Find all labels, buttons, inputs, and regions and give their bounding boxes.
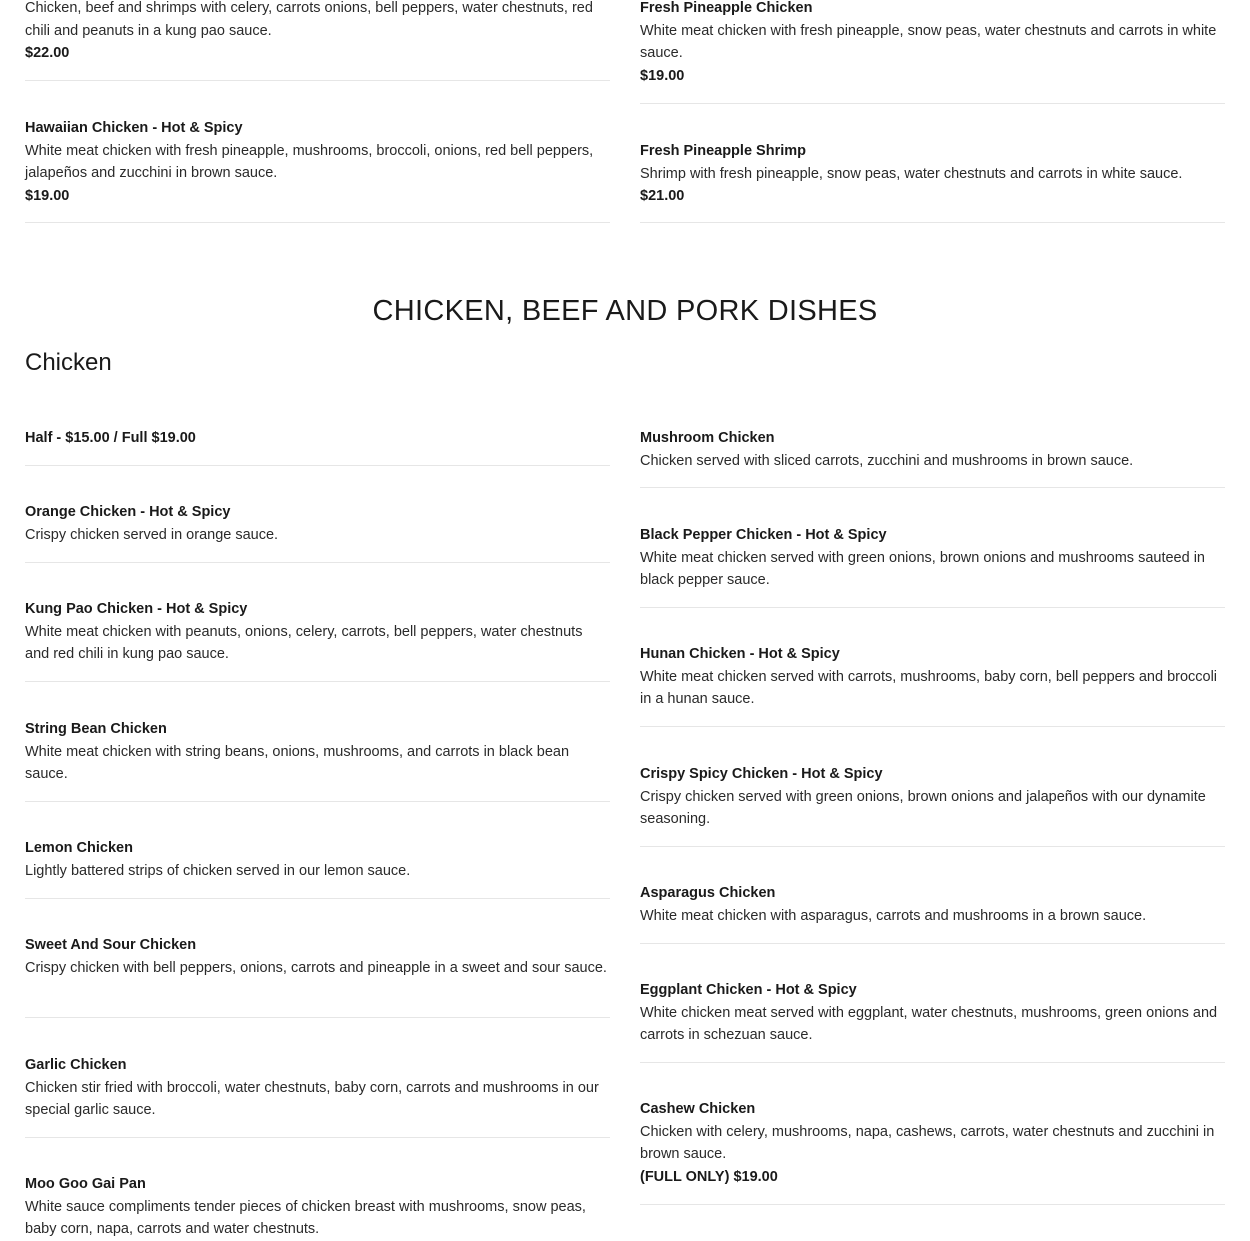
divider xyxy=(25,801,610,802)
menu-item-name: Hunan Chicken - Hot & Spicy xyxy=(640,646,840,662)
menu-item-description: Lightly battered strips of chicken served in our lemon sauce. xyxy=(25,862,411,879)
menu-item-name: Asparagus Chicken xyxy=(640,885,776,901)
menu-item-name: Hawaiian Chicken - Hot & Spicy xyxy=(25,120,243,136)
menu-item-mushroom-chicken[interactable] xyxy=(640,427,1225,472)
menu-item-description: White meat chicken with peanuts, onions, celery, carrots, bell peppers, water chestnuts and red chili in kung pao sauce. xyxy=(25,623,583,662)
menu-item-price: (FULL ONLY) $19.00 xyxy=(640,1168,778,1185)
menu-item-description: Chicken with celery, mushrooms, napa, cashews, carrots, water chestnuts and zucchini in brown sauce. xyxy=(640,1123,1215,1162)
menu-item-name: Garlic Chicken xyxy=(25,1057,127,1073)
menu-item-name: Lemon Chicken xyxy=(25,840,133,856)
menu-item-price: $19.00 xyxy=(25,187,70,204)
menu-item-sweet-and-sour-chicken[interactable] xyxy=(25,934,610,979)
divider xyxy=(25,465,610,466)
menu-item-name: Fresh Pineapple Chicken xyxy=(640,0,813,16)
divider xyxy=(640,103,1225,104)
menu-item-description: White meat chicken served with carrots, mushrooms, baby corn, bell peppers and broccoli in a hunan sauce. xyxy=(640,668,1218,707)
divider xyxy=(640,726,1225,727)
menu-item-name: Cashew Chicken xyxy=(640,1101,756,1117)
divider xyxy=(640,943,1225,944)
menu-item-price: $21.00 xyxy=(640,188,685,204)
menu-item-description: Crispy chicken served with green onions, brown onions and jalapeños with our dynamite seasoning. xyxy=(640,788,1206,827)
menu-item-eggplant-chicken[interactable] xyxy=(640,979,1225,1047)
divider xyxy=(640,487,1225,488)
menu-item-description: White meat chicken with asparagus, carrots and mushrooms in a brown sauce. xyxy=(640,907,1147,924)
divider xyxy=(640,607,1225,608)
menu-item-description: White sauce compliments tender pieces of chicken breast with mushrooms, snow peas, baby corn, napa, carrots and water chestnuts. xyxy=(25,1198,586,1237)
menu-item-name: Crispy Spicy Chicken - Hot & Spicy xyxy=(640,766,883,782)
menu-item-description: Crispy chicken served in orange sauce. xyxy=(25,526,279,543)
menu-item-price: $22.00 xyxy=(25,45,70,61)
menu-item-string-bean-chicken[interactable] xyxy=(25,718,610,786)
divider xyxy=(25,1017,610,1018)
divider xyxy=(640,1204,1225,1205)
menu-item-name: Orange Chicken - Hot & Spicy xyxy=(25,504,231,520)
menu-item-description: White chicken meat served with eggplant, water chestnuts, mushrooms, green onions and carrots in schezuan sauce. xyxy=(640,1004,1218,1043)
menu-item-description: White meat chicken with fresh pineapple, snow peas, water chestnuts and carrots in white sauce. xyxy=(640,22,1217,61)
menu-item-name: Sweet And Sour Chicken xyxy=(25,937,197,953)
menu-item-kung-pao-chicken[interactable] xyxy=(25,598,610,666)
menu-item-name: String Bean Chicken xyxy=(25,721,167,737)
menu-item-orange-chicken[interactable] xyxy=(25,501,610,546)
menu-item-description: Shrimp with fresh pineapple, snow peas, water chestnuts and carrots in white sauce. xyxy=(640,165,1183,182)
menu-item-description: Chicken, beef and shrimps with celery, carrots onions, bell peppers, water chestnuts, red chili and peanuts in a kung pao sauce. xyxy=(25,0,593,39)
divider xyxy=(25,80,610,81)
menu-item-garlic-chicken[interactable] xyxy=(25,1054,610,1122)
menu-item-description: Crispy chicken with bell peppers, onions, carrots and pineapple in a sweet and sour sauce. xyxy=(25,959,607,976)
divider xyxy=(25,222,610,223)
menu-item-name: Black Pepper Chicken - Hot & Spicy xyxy=(640,527,887,543)
divider xyxy=(640,1062,1225,1063)
menu-item-name: Half - $15.00 / Full $19.00 xyxy=(25,430,196,446)
menu-item-name: Kung Pao Chicken - Hot & Spicy xyxy=(25,601,248,617)
menu-item-description: Chicken stir fried with broccoli, water chestnuts, baby corn, carrots and mushrooms in our special garlic sauce. xyxy=(25,1079,599,1118)
menu-item-fresh-pineapple-chicken[interactable] xyxy=(640,0,1225,87)
menu-item-name: Moo Goo Gai Pan xyxy=(25,1176,146,1192)
menu-item-description: White meat chicken with fresh pineapple, mushrooms, broccoli, onions, red bell peppers, jalapeños and zucchini in brown sauce. xyxy=(25,142,594,181)
menu-item-hunan-chicken[interactable] xyxy=(640,643,1225,711)
menu-item-name: Fresh Pineapple Shrimp xyxy=(640,143,806,159)
divider xyxy=(640,222,1225,223)
menu-item-cashew-chicken[interactable] xyxy=(640,1098,1225,1188)
divider xyxy=(640,846,1225,847)
menu-item[interactable] xyxy=(25,0,610,65)
divider xyxy=(25,898,610,899)
menu-item-black-pepper-chicken[interactable] xyxy=(640,524,1225,592)
menu-item-description: Chicken served with sliced carrots, zucchini and mushrooms in brown sauce. xyxy=(640,452,1134,469)
category-title: Chicken xyxy=(25,349,112,376)
menu-item-price-info[interactable] xyxy=(25,427,610,450)
divider xyxy=(25,681,610,682)
menu-item-hawaiian-chicken[interactable] xyxy=(25,117,610,207)
menu-item-moo-goo-gai-pan[interactable] xyxy=(25,1173,610,1241)
menu-item-asparagus-chicken[interactable] xyxy=(640,882,1225,927)
menu-item-name: Mushroom Chicken xyxy=(640,430,775,446)
menu-item-lemon-chicken[interactable] xyxy=(25,837,610,882)
divider xyxy=(25,562,610,563)
menu-item-name: Eggplant Chicken - Hot & Spicy xyxy=(640,982,857,998)
menu-item-description: White meat chicken with string beans, onions, mushrooms, and carrots in black bean sauce. xyxy=(25,743,570,782)
menu-item-fresh-pineapple-shrimp[interactable] xyxy=(640,140,1225,208)
menu-item-description: White meat chicken served with green onions, brown onions and mushrooms sauteed in black pepper sauce. xyxy=(640,549,1205,588)
menu-item-crispy-spicy-chicken[interactable] xyxy=(640,763,1225,831)
divider xyxy=(25,1137,610,1138)
section-title: CHICKEN, BEEF AND PORK DISHES xyxy=(372,295,878,327)
menu-item-price: $19.00 xyxy=(640,67,685,84)
